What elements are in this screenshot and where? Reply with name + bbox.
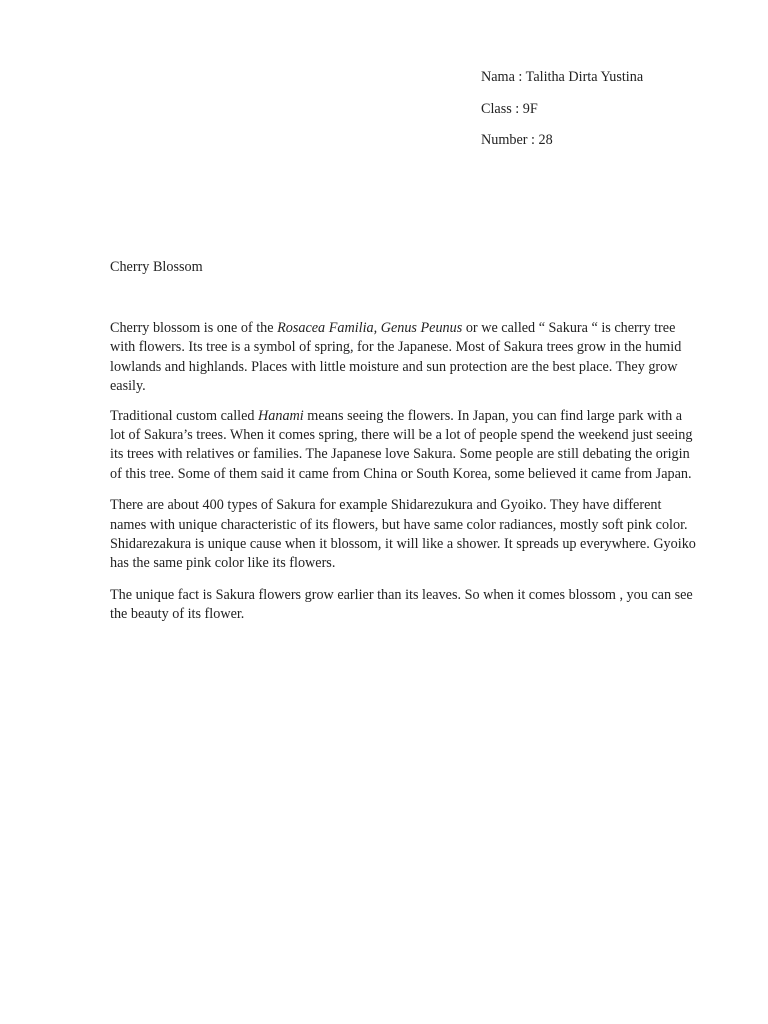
student-class: Class : 9F <box>481 100 538 117</box>
paragraph-hanami <box>110 407 700 485</box>
paragraph-intro <box>110 319 700 397</box>
document-body <box>110 319 700 635</box>
paragraph-text: Cherry blossom is one of the <box>110 320 278 336</box>
paragraph-text: means seeing the flowers. In Japan, you can find large park with a lot of Sakura’s trees. When it comes spring, there will be a lot of people spend the weekend just seeing its trees with relatives or families. The Japanese love Sakura. Some people are still debating the origin of this tree. Some of them said it came from China or South Korea, some believed it came from Japan. <box>110 407 693 482</box>
paragraph-text: Traditional custom called <box>110 407 259 424</box>
student-number: Number : 28 <box>481 132 553 148</box>
italic-term: Hanami <box>258 407 304 424</box>
document-title: Cherry Blossom <box>110 259 203 275</box>
paragraph-unique-fact: The unique fact is Sakura flowers grow earlier than its leaves. So when it comes blossom , you can see the beauty of its flower. <box>110 586 693 623</box>
student-name: Nama : Talitha Dirta Yustina <box>481 69 644 85</box>
paragraph-text: or we called “ Sakura “ is cherry tree with flowers. Its tree is a symbol of spring, for the Japanese. Most of Sakura trees grow in the humid lowlands and highlands. Places with little moisture and sun protection are the best place. They grow easily. <box>110 320 682 395</box>
italic-term: Rosacea Familia, Genus Peunus <box>277 320 463 336</box>
paragraph-types: There are about 400 types of Sakura for example Shidarezukura and Gyoiko. They have different names with unique characteristic of its flowers, but have same color radiances, mostly soft pink color. Shidarezakura is unique cause when it blossom, it will like a shower. It spreads up everywhere. Gyoiko has the same pink color like its flowers. <box>110 497 696 572</box>
student-info-block <box>481 67 741 162</box>
